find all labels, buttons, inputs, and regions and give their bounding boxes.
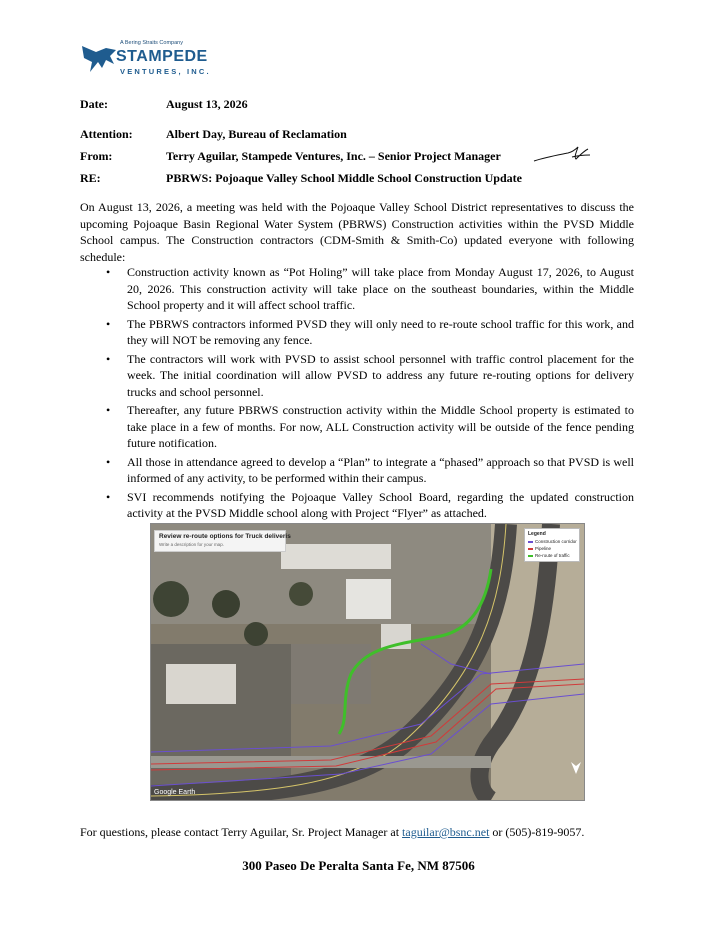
map-title-box — [154, 530, 291, 552]
date-label: Date: — [80, 97, 108, 111]
google-earth-watermark: Google Earth — [154, 789, 196, 796]
list-item: • The PBRWS contractors informed PVSD they will only need to re-route school traffic for this work, and they will NOT be removing any fence. — [106, 316, 634, 347]
from-label: From: — [80, 149, 113, 163]
re-value: PBRWS: Pojoaque Valley School Middle School Construction Update — [166, 171, 522, 185]
from-value: Terry Aguilar, Stampede Ventures, Inc. – Senior Project Manager — [166, 149, 501, 163]
legend-item: Pipeline — [535, 546, 552, 551]
list-item: • Thereafter, any future PBRWS construction activity within the Middle School property is estimated to take place in a few of months. For now, ALL Construction activity will be outside of the fence pending future notification. — [106, 403, 634, 450]
list-item: • Construction activity known as “Pot Holing” will take place from Monday August 17, 2026, to August 20, 2026. This construction activity will take place on the southeast boundaries, within the Middle School property and it will affect school traffic. — [106, 265, 634, 312]
horse-logo-icon — [80, 42, 118, 76]
legend-title: Legend — [528, 531, 546, 537]
company-subname: VENTURES, INC. — [120, 67, 211, 76]
company-logo — [80, 40, 230, 80]
aerial-map — [150, 523, 585, 801]
contact-prefix: For questions, please contact Terry Aguilar, Sr. Project Manager at — [80, 825, 400, 839]
footer-address: 300 Paseo De Peralta Santa Fe, NM 87506 — [242, 858, 475, 873]
date-value: August 13, 2026 — [166, 97, 248, 111]
legend-item: Construction corridor — [535, 539, 577, 544]
legend-swatch — [528, 555, 533, 557]
map-drawing — [151, 524, 584, 800]
map-legend — [524, 528, 580, 562]
contact-suffix: or (505)-819-9057. — [492, 825, 585, 839]
company-tagline: A Bering Straits Company — [120, 40, 183, 46]
email-link[interactable]: taguilar@bsnc.net — [402, 825, 490, 839]
signature-mark — [532, 143, 592, 165]
schedule-list — [80, 264, 634, 524]
intro-paragraph: On August 13, 2026, a meeting was held with the Pojoaque Valley School District representatives to discuss the upcoming Pojoaque Basin Regional Water System (PBRWS) Construction activities within the PVSD Middle School campus. The Construction contractors (CDM-Smith & Smith-Co) updated everyone with following schedule: — [80, 200, 634, 264]
re-label: RE: — [80, 171, 101, 185]
attention-label: Attention: — [80, 127, 133, 141]
company-name: STAMPEDE — [116, 48, 208, 65]
legend-swatch — [528, 541, 533, 543]
list-item: • SVI recommends notifying the Pojoaque Valley School Board, regarding the updated construction activity at the PVSD Middle school along with Project “Flyer” as attached. — [106, 489, 634, 520]
list-item: • The contractors will work with PVSD to assist school personnel with traffic control placement for the week. The initial coordination will allow PVSD to address any future re-routing options for delivery trucks and school personnel. — [106, 351, 634, 399]
attention-value: Albert Day, Bureau of Reclamation — [166, 127, 347, 141]
legend-swatch — [528, 548, 533, 550]
map-description: Write a description for your map. — [159, 542, 224, 547]
map-title: Review re-route options for Truck deliveris — [159, 533, 291, 540]
contact-line — [80, 825, 584, 840]
legend-item: Re-route of traffic — [535, 553, 570, 558]
list-item: • All those in attendance agreed to develop a “Plan” to integrate a “phased” approach so that PVSD is well informed of any activity, to be performed within their campus. — [106, 454, 634, 485]
